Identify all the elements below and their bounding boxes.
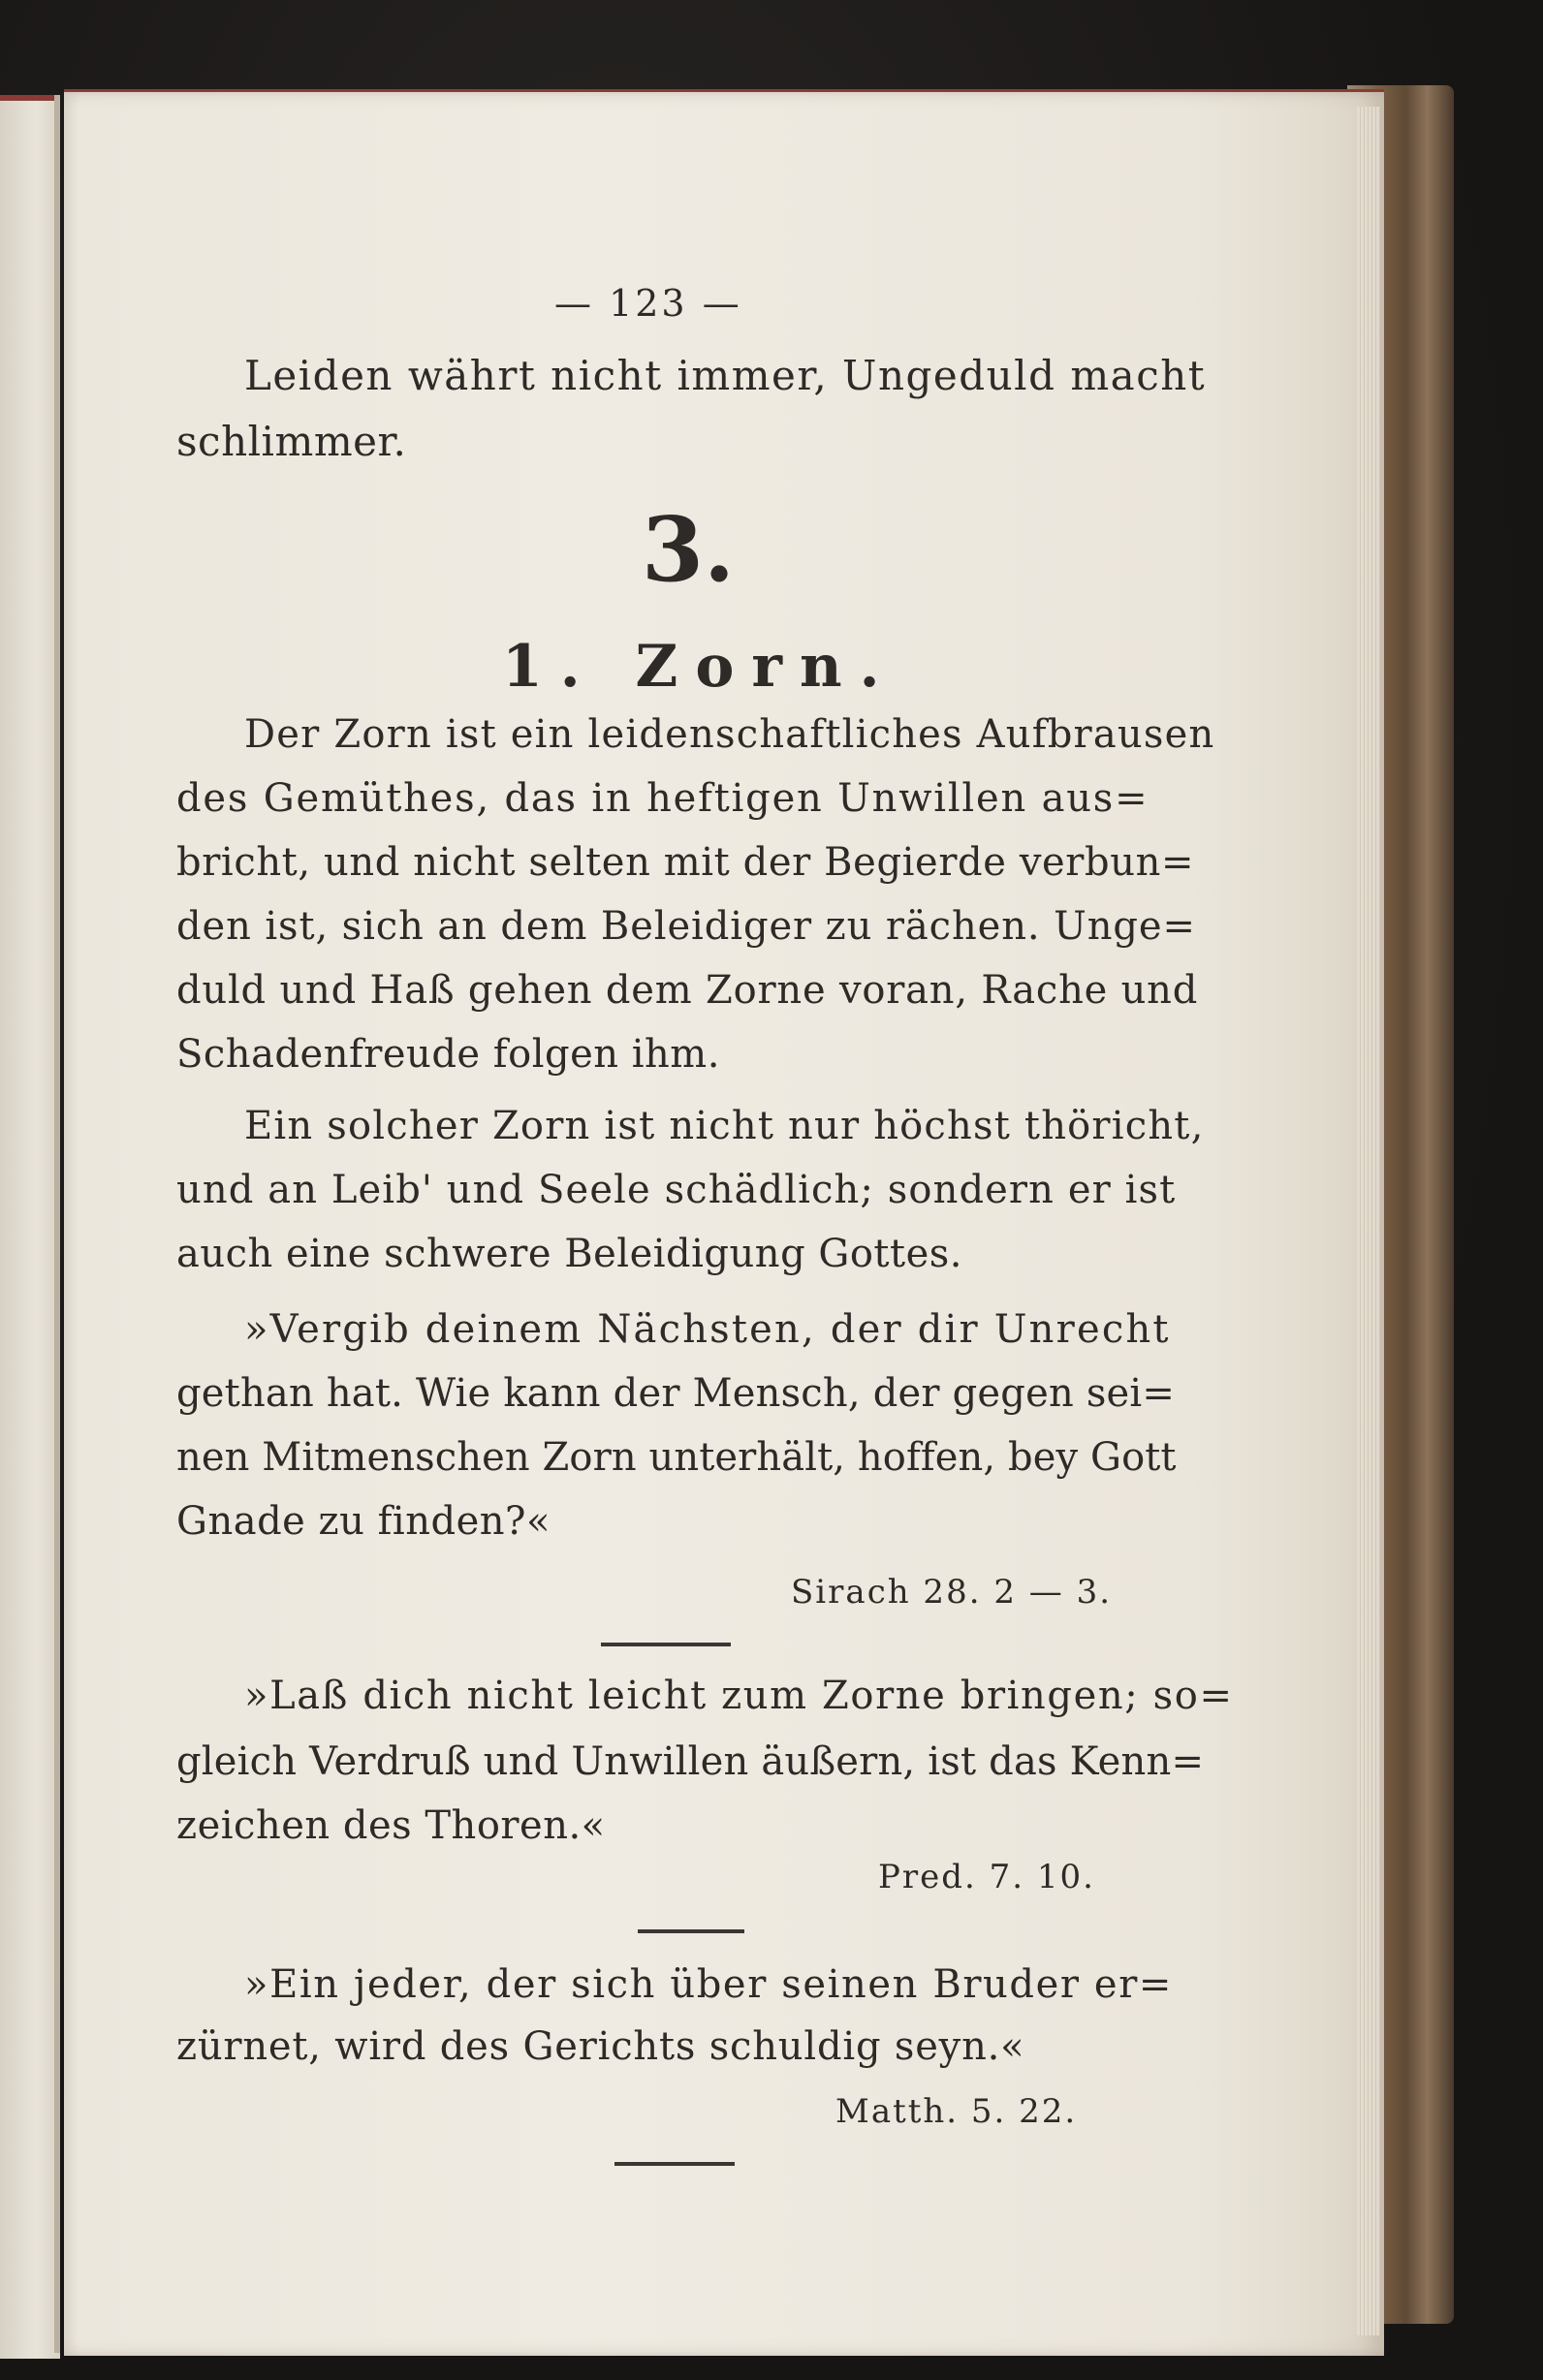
quote2-line-1: »Laß dich nicht leicht zum Zorne bringen; so=: [244, 1674, 1234, 1718]
left-page-edge: [0, 95, 60, 2359]
page-stack-edges: [1357, 107, 1380, 2335]
quote3-reference: Matth. 5. 22.: [835, 2092, 1078, 2131]
quote3-line-2: zürnet, wird des Gerichts schuldig seyn.«: [176, 2024, 1025, 2069]
para1-line-4: den ist, sich an dem Beleidiger zu rächen. Unge=: [176, 904, 1196, 949]
divider-rule-3: [614, 2162, 735, 2166]
quote2-line-2: gleich Verdruß und Unwillen äußern, ist das Kenn=: [176, 1739, 1205, 1784]
section-number: 3.: [642, 497, 736, 602]
para2-line-2: und an Leib' und Seele schädlich; sondern er ist: [176, 1168, 1177, 1212]
intro-line-2: schlimmer.: [176, 418, 407, 465]
para1-line-1: Der Zorn ist ein leidenschaftliches Aufbrausen: [244, 712, 1215, 757]
quote1-reference: Sirach 28. 2 — 3.: [791, 1573, 1113, 1612]
quote1-line-2: gethan hat. Wie kann der Mensch, der gegen sei=: [176, 1371, 1176, 1416]
book-page: [64, 89, 1384, 2356]
para1-line-6: Schadenfreude folgen ihm.: [176, 1032, 720, 1077]
gutter-line: [54, 95, 60, 2353]
quote3-line-1: »Ein jeder, der sich über seinen Bruder er=: [244, 1962, 1174, 2007]
para2-line-1: Ein solcher Zorn ist nicht nur höchst thöricht,: [244, 1104, 1205, 1148]
quote2-reference: Pred. 7. 10.: [878, 1858, 1095, 1896]
quote2-line-3: zeichen des Thoren.«: [176, 1803, 606, 1848]
para1-line-5: duld und Haß gehen dem Zorne voran, Rache und: [176, 968, 1199, 1013]
divider-rule-2: [638, 1929, 744, 1933]
para1-line-3: bricht, und nicht selten mit der Begierde verbun=: [176, 840, 1195, 885]
quote1-line-3: nen Mitmenschen Zorn unterhält, hoffen, bey Gott: [176, 1435, 1177, 1480]
para2-line-3: auch eine schwere Beleidigung Gottes.: [176, 1232, 962, 1276]
divider-rule-1: [601, 1643, 731, 1646]
page-number: — 123 —: [554, 282, 742, 325]
intro-line-1: Leiden währt nicht immer, Ungeduld macht: [244, 352, 1207, 399]
quote1-line-4: Gnade zu finden?«: [176, 1499, 551, 1544]
section-heading: 1. Zorn.: [502, 633, 897, 701]
quote1-line-1: »Vergib deinem Nächsten, der dir Unrecht: [244, 1307, 1171, 1352]
para1-line-2: des Gemüthes, das in heftigen Unwillen aus=: [176, 776, 1149, 821]
